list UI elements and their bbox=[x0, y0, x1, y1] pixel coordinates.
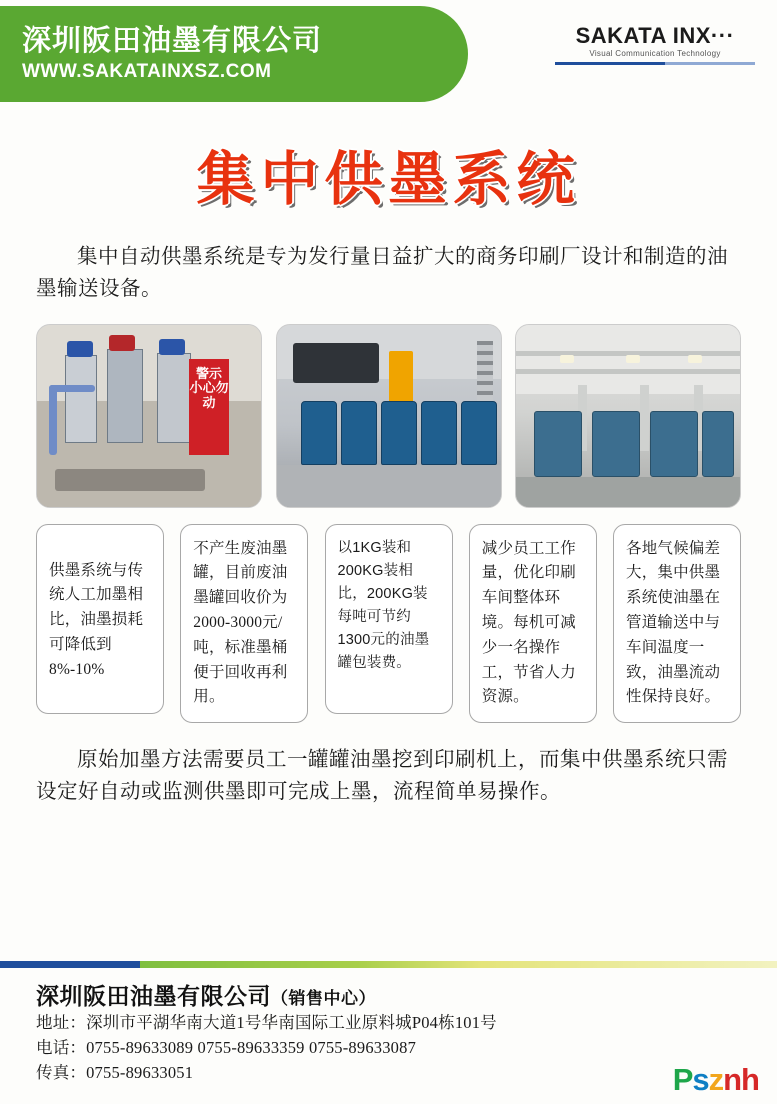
feature-box-2: 不产生废油墨罐，目前废油墨罐回收价为2000-3000元/吨，标准墨桶便于回收再利用。 bbox=[180, 524, 308, 724]
footer-fax: 传真：0755-89633051 bbox=[36, 1062, 194, 1082]
page-footer bbox=[0, 968, 777, 1104]
watermark-logo bbox=[673, 1062, 759, 1098]
photo3-press-4 bbox=[702, 411, 734, 477]
photo1-tank-3 bbox=[157, 353, 191, 443]
photo1-warning-banner: 警示 小心勿动 bbox=[189, 359, 229, 455]
photo3-floor bbox=[516, 477, 740, 507]
photo2-machine bbox=[293, 343, 379, 383]
photo-press-hall bbox=[515, 324, 741, 508]
watermark-letter-p: P bbox=[672, 1062, 693, 1097]
header-green-banner bbox=[0, 6, 468, 102]
header-company-name: 深圳阪田油墨有限公司 bbox=[22, 25, 323, 57]
photo3-press-3 bbox=[650, 411, 698, 477]
footer-address: 地址：深圳市平湖华南大道1号华南国际工业原料城P04栋101号 bbox=[36, 1013, 497, 1032]
photo2-yellow-unit bbox=[389, 351, 413, 405]
photo3-lamp-3 bbox=[688, 355, 702, 363]
photo3-column-2 bbox=[640, 385, 649, 451]
watermark-letter-z: z bbox=[708, 1062, 724, 1097]
photo3-lamp-2 bbox=[626, 355, 640, 363]
photo3-press-2 bbox=[592, 411, 640, 477]
footer-department: （销售中心） bbox=[271, 989, 376, 1008]
photo1-valve-1 bbox=[67, 341, 93, 357]
photo2-drum-1 bbox=[301, 401, 337, 465]
closing-paragraph: 原始加墨方法需要员工一罐罐油墨挖到印刷机上，而集中供墨系统只需设定好自动或监测供墨即可完成上墨，流程简单易操作。 bbox=[36, 749, 728, 803]
page-header bbox=[0, 0, 777, 108]
photo3-beam-2 bbox=[516, 369, 740, 374]
header-website[interactable]: WWW.SAKATAINXSZ.COM bbox=[22, 61, 272, 82]
photo2-drum-5 bbox=[461, 401, 497, 465]
footer-divider bbox=[0, 961, 777, 968]
photo2-floor bbox=[277, 465, 501, 507]
feature-box-4: 减少员工工作量，优化印刷车间整体环境。每机可减少一名操作工，节省人力资源。 bbox=[469, 524, 597, 724]
footer-company-line bbox=[36, 978, 741, 1011]
photo3-lamp-1 bbox=[560, 355, 574, 363]
photo-ink-drums bbox=[276, 324, 502, 508]
photo1-tank-2 bbox=[107, 349, 143, 443]
photo2-drum-2 bbox=[341, 401, 377, 465]
photo1-valve-2 bbox=[109, 335, 135, 351]
brand-name: SAKATA INX··· bbox=[575, 23, 735, 48]
feature-box-1: 供墨系统与传统人工加墨相比，油墨损耗可降低到8%-10% bbox=[36, 524, 164, 714]
brand-tagline: Visual Communication Technology bbox=[589, 49, 721, 59]
photo2-drum-4 bbox=[421, 401, 457, 465]
photo1-valve-3 bbox=[159, 339, 185, 355]
photo-ink-supply-pumps bbox=[36, 324, 262, 508]
photo1-pipe-horizontal bbox=[49, 385, 95, 392]
intro-paragraph: 集中自动供墨系统是专为发行量日益扩大的商务印刷厂设计和制造的油墨输送设备。 bbox=[36, 246, 728, 300]
photo3-press-1 bbox=[534, 411, 582, 477]
footer-phone: 电话：0755-89633089 0755-89633359 0755-89633087 bbox=[36, 1037, 417, 1057]
footer-company-name: 深圳阪田油墨有限公司 bbox=[36, 983, 271, 1009]
brand-rule bbox=[555, 62, 755, 65]
feature-box-row bbox=[36, 524, 741, 724]
photo1-tank-1 bbox=[65, 355, 97, 443]
photo1-base bbox=[55, 469, 205, 491]
photo1-pipe-vertical bbox=[49, 385, 57, 455]
feature-box-5: 各地气候偏差大，集中供墨系统使油墨在管道输送中与车间温度一致，油墨流动性保持良好。 bbox=[613, 524, 741, 724]
brand-logo bbox=[555, 24, 755, 65]
watermark-letter-s: s bbox=[692, 1062, 709, 1097]
feature-box-3: 以1KG装和200KG装相比，200KG装每吨可节约1300元的油墨罐包装费。 bbox=[325, 524, 453, 714]
page-title: 集中供墨系统 bbox=[196, 147, 581, 212]
photo-row bbox=[36, 324, 741, 508]
photo2-drum-3 bbox=[381, 401, 417, 465]
watermark-letter-nh: nh bbox=[723, 1062, 759, 1097]
